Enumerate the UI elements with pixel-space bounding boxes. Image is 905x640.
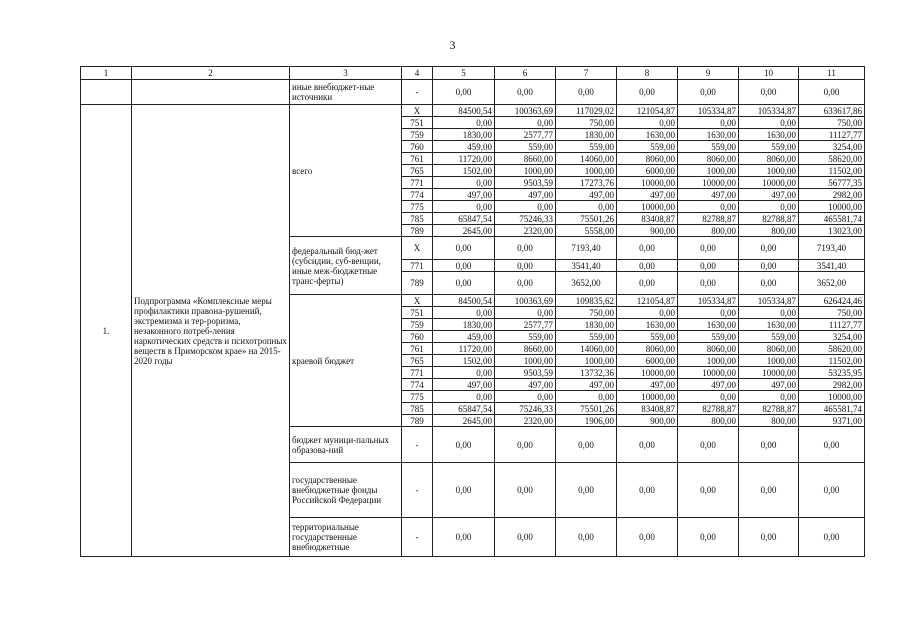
value-cell: 559,00	[617, 141, 678, 153]
value-cell: 1830,00	[556, 129, 617, 141]
value-cell: 1502,00	[433, 355, 495, 367]
value-cell: 8060,00	[739, 343, 799, 355]
value-cell: 1000,00	[556, 165, 617, 177]
code-cell: 771	[402, 367, 433, 379]
value-cell: 1830,00	[433, 129, 495, 141]
value-cell: 800,00	[739, 225, 799, 237]
value-cell: 497,00	[433, 379, 495, 391]
value-cell: 497,00	[556, 189, 617, 201]
value-cell: 17273,76	[556, 177, 617, 189]
value-cell: 13023,00	[799, 225, 865, 237]
value-cell: 2320,00	[495, 415, 556, 427]
code-cell: 760	[402, 331, 433, 343]
header-cell: 11	[799, 67, 865, 80]
value-cell: 0,00	[433, 391, 495, 403]
value-cell: 0,00	[495, 272, 556, 295]
code-cell: 789	[402, 225, 433, 237]
value-cell: 497,00	[617, 189, 678, 201]
value-cell: 0,00	[433, 80, 495, 105]
value-cell: 0,00	[799, 80, 865, 105]
header-cell: 2	[132, 67, 290, 80]
value-cell: 75246,33	[495, 213, 556, 225]
value-cell: 109835,62	[556, 295, 617, 307]
value-cell: 121054,87	[617, 295, 678, 307]
code-cell: 775	[402, 391, 433, 403]
code-cell: 774	[402, 379, 433, 391]
program-number: 1.	[81, 105, 132, 557]
value-cell: 0,00	[556, 518, 617, 557]
value-cell: 459,00	[433, 331, 495, 343]
value-cell: 11720,00	[433, 153, 495, 165]
value-cell: 0,00	[739, 237, 799, 260]
header-cell: 8	[617, 67, 678, 80]
value-cell: 0,00	[678, 427, 739, 463]
value-cell: 0,00	[433, 367, 495, 379]
value-cell: 9503,59	[495, 177, 556, 189]
value-cell: 0,00	[617, 260, 678, 272]
value-cell: 8660,00	[495, 153, 556, 165]
value-cell: 11502,00	[799, 165, 865, 177]
code-cell: 761	[402, 153, 433, 165]
code-cell: X	[402, 105, 433, 117]
value-cell: 559,00	[495, 331, 556, 343]
value-cell: 75246,33	[495, 403, 556, 415]
page-number: 3	[449, 38, 456, 52]
value-cell: 1906,00	[556, 415, 617, 427]
value-cell: 497,00	[739, 189, 799, 201]
value-cell: 0,00	[739, 80, 799, 105]
value-cell: 1830,00	[556, 319, 617, 331]
value-cell: 105334,87	[678, 295, 739, 307]
value-cell: 0,00	[495, 518, 556, 557]
value-cell: 0,00	[495, 117, 556, 129]
code-cell: -	[402, 463, 433, 518]
value-cell: 0,00	[617, 237, 678, 260]
value-cell: 0,00	[433, 237, 495, 260]
value-cell: 105334,87	[678, 105, 739, 117]
value-cell: 65847,54	[433, 403, 495, 415]
value-cell: 2645,00	[433, 225, 495, 237]
value-cell: 2982,00	[799, 379, 865, 391]
value-cell: 0,00	[739, 201, 799, 213]
value-cell: 3254,00	[799, 331, 865, 343]
value-cell: 82788,87	[678, 213, 739, 225]
value-cell: 559,00	[495, 141, 556, 153]
value-cell: 10000,00	[617, 391, 678, 403]
value-cell: 0,00	[678, 463, 739, 518]
code-cell: 761	[402, 343, 433, 355]
value-cell: 0,00	[678, 237, 739, 260]
value-cell: 0,00	[678, 307, 739, 319]
value-cell: 459,00	[433, 141, 495, 153]
value-cell: 0,00	[739, 260, 799, 272]
value-cell: 0,00	[678, 518, 739, 557]
value-cell: 1000,00	[495, 355, 556, 367]
value-cell: 100363,69	[495, 105, 556, 117]
header-cell: 3	[290, 67, 402, 80]
value-cell: 750,00	[556, 117, 617, 129]
code-cell: 751	[402, 307, 433, 319]
value-cell: 82788,87	[739, 403, 799, 415]
value-cell: 8060,00	[678, 343, 739, 355]
value-cell: 800,00	[678, 415, 739, 427]
source-label: бюджет муници-пальных образова-ний	[290, 427, 402, 463]
value-cell: 559,00	[678, 331, 739, 343]
header-cell: 6	[495, 67, 556, 80]
value-cell: 10000,00	[617, 177, 678, 189]
value-cell: 0,00	[739, 463, 799, 518]
value-cell: 559,00	[739, 141, 799, 153]
code-cell: 765	[402, 165, 433, 177]
value-cell: 0,00	[433, 117, 495, 129]
value-cell: 0,00	[617, 518, 678, 557]
table-body	[81, 67, 865, 557]
value-cell: 0,00	[433, 427, 495, 463]
value-cell: 0,00	[739, 391, 799, 403]
value-cell: 14060,00	[556, 343, 617, 355]
value-cell: 0,00	[678, 117, 739, 129]
value-cell: 5558,00	[556, 225, 617, 237]
value-cell: 559,00	[556, 331, 617, 343]
source-label: федеральный бюд-жет (субсидии, суб-венции, иные меж-бюджетные транс-ферты)	[290, 237, 402, 295]
value-cell: 0,00	[433, 260, 495, 272]
code-cell: 785	[402, 213, 433, 225]
value-cell: 465581,74	[799, 403, 865, 415]
value-cell: 0,00	[495, 260, 556, 272]
value-cell: 1000,00	[678, 355, 739, 367]
value-cell: 750,00	[799, 117, 865, 129]
value-cell: 0,00	[495, 201, 556, 213]
value-cell: 800,00	[739, 415, 799, 427]
value-cell: 900,00	[617, 225, 678, 237]
value-cell: 559,00	[617, 331, 678, 343]
value-cell: 0,00	[495, 307, 556, 319]
value-cell: 1000,00	[495, 165, 556, 177]
value-cell: 0,00	[556, 80, 617, 105]
name-cell	[132, 80, 290, 105]
code-cell: 789	[402, 272, 433, 295]
value-cell: 559,00	[678, 141, 739, 153]
value-cell: 1630,00	[739, 129, 799, 141]
value-cell: 497,00	[495, 189, 556, 201]
header-cell: 7	[556, 67, 617, 80]
value-cell: 0,00	[678, 391, 739, 403]
value-cell: 2645,00	[433, 415, 495, 427]
value-cell: 1830,00	[433, 319, 495, 331]
source-label: иные внебюджет-ные источники	[290, 80, 402, 105]
code-cell: 771	[402, 177, 433, 189]
code-cell: 774	[402, 189, 433, 201]
value-cell: 105334,87	[739, 105, 799, 117]
value-cell: 82788,87	[678, 403, 739, 415]
value-cell: 0,00	[617, 80, 678, 105]
value-cell: 100363,69	[495, 295, 556, 307]
value-cell: 0,00	[678, 80, 739, 105]
value-cell: 10000,00	[799, 201, 865, 213]
value-cell: 13732,36	[556, 367, 617, 379]
value-cell: 10000,00	[617, 367, 678, 379]
header-cell: 5	[433, 67, 495, 80]
value-cell: 9503,59	[495, 367, 556, 379]
source-label: краевой бюджет	[290, 295, 402, 427]
value-cell: 1000,00	[739, 355, 799, 367]
source-label: государственные внебюджетные фонды Российской Федерации	[290, 463, 402, 518]
value-cell: 2577,77	[495, 129, 556, 141]
code-cell: X	[402, 237, 433, 260]
value-cell: 0,00	[799, 463, 865, 518]
value-cell: 3652,00	[799, 272, 865, 295]
value-cell: 10000,00	[739, 177, 799, 189]
value-cell: 0,00	[678, 260, 739, 272]
value-cell: 0,00	[495, 427, 556, 463]
header-cell: 9	[678, 67, 739, 80]
value-cell: 750,00	[799, 307, 865, 319]
value-cell: 0,00	[433, 307, 495, 319]
code-cell: -	[402, 518, 433, 557]
value-cell: 3541,40	[799, 260, 865, 272]
value-cell: 10000,00	[739, 367, 799, 379]
value-cell: 0,00	[617, 117, 678, 129]
value-cell: 121054,87	[617, 105, 678, 117]
value-cell: 1630,00	[739, 319, 799, 331]
value-cell: 56777,35	[799, 177, 865, 189]
value-cell: 0,00	[433, 272, 495, 295]
value-cell: 750,00	[556, 307, 617, 319]
value-cell: 3652,00	[556, 272, 617, 295]
value-cell: 10000,00	[678, 177, 739, 189]
value-cell: 0,00	[556, 463, 617, 518]
value-cell: 0,00	[495, 463, 556, 518]
value-cell: 0,00	[433, 177, 495, 189]
value-cell: 3254,00	[799, 141, 865, 153]
value-cell: 11127,77	[799, 129, 865, 141]
value-cell: 0,00	[799, 518, 865, 557]
value-cell: 0,00	[433, 518, 495, 557]
value-cell: 8060,00	[678, 153, 739, 165]
value-cell: 2320,00	[495, 225, 556, 237]
value-cell: 1502,00	[433, 165, 495, 177]
value-cell: 497,00	[495, 379, 556, 391]
value-cell: 82788,87	[739, 213, 799, 225]
code-cell: 759	[402, 129, 433, 141]
value-cell: 105334,87	[739, 295, 799, 307]
value-cell: 0,00	[739, 427, 799, 463]
value-cell: 0,00	[617, 272, 678, 295]
value-cell: 1000,00	[739, 165, 799, 177]
value-cell: 83408,87	[617, 213, 678, 225]
value-cell: 58620,00	[799, 153, 865, 165]
value-cell: 497,00	[678, 379, 739, 391]
value-cell: 117029,02	[556, 105, 617, 117]
value-cell: 559,00	[739, 331, 799, 343]
code-cell: 760	[402, 141, 433, 153]
code-cell: -	[402, 80, 433, 105]
value-cell: 0,00	[433, 463, 495, 518]
value-cell: 84500,54	[433, 295, 495, 307]
value-cell: 1630,00	[678, 319, 739, 331]
value-cell: 497,00	[556, 379, 617, 391]
header-cell: 4	[402, 67, 433, 80]
value-cell: 11720,00	[433, 343, 495, 355]
value-cell: 14060,00	[556, 153, 617, 165]
value-cell: 1630,00	[678, 129, 739, 141]
code-cell: 789	[402, 415, 433, 427]
value-cell: 10000,00	[617, 201, 678, 213]
value-cell: 8660,00	[495, 343, 556, 355]
source-label: всего	[290, 105, 402, 237]
value-cell: 465581,74	[799, 213, 865, 225]
value-cell: 2577,77	[495, 319, 556, 331]
value-cell: 1000,00	[678, 165, 739, 177]
value-cell: 75501,26	[556, 213, 617, 225]
value-cell: 900,00	[617, 415, 678, 427]
value-cell: 0,00	[617, 307, 678, 319]
value-cell: 7193,40	[799, 237, 865, 260]
value-cell: 626424,46	[799, 295, 865, 307]
value-cell: 84500,54	[433, 105, 495, 117]
value-cell: 9371,00	[799, 415, 865, 427]
value-cell: 75501,26	[556, 403, 617, 415]
code-cell: 759	[402, 319, 433, 331]
header-cell: 1	[81, 67, 132, 80]
value-cell: 633617,86	[799, 105, 865, 117]
code-cell: 775	[402, 201, 433, 213]
value-cell: 6000,00	[617, 165, 678, 177]
code-cell: X	[402, 295, 433, 307]
value-cell: 497,00	[739, 379, 799, 391]
value-cell: 497,00	[678, 189, 739, 201]
value-cell: 0,00	[556, 391, 617, 403]
value-cell: 2982,00	[799, 189, 865, 201]
value-cell: 1000,00	[556, 355, 617, 367]
value-cell: 0,00	[617, 463, 678, 518]
code-cell: 751	[402, 117, 433, 129]
value-cell: 1630,00	[617, 129, 678, 141]
value-cell: 0,00	[556, 427, 617, 463]
value-cell: 0,00	[495, 391, 556, 403]
value-cell: 559,00	[556, 141, 617, 153]
value-cell: 0,00	[799, 427, 865, 463]
value-cell: 0,00	[739, 518, 799, 557]
value-cell: 0,00	[617, 427, 678, 463]
value-cell: 497,00	[433, 189, 495, 201]
value-cell: 53235,95	[799, 367, 865, 379]
value-cell: 3541,40	[556, 260, 617, 272]
value-cell: 0,00	[495, 237, 556, 260]
program-name: Подпрограмма «Комплексные меры профилактики правона-рушений, экстремизма и тер-роризма, незаконного потреб-ления наркотических средств и психотропных веществ в Приморском крае» на 2015-2020 годы	[132, 105, 290, 557]
value-cell: 10000,00	[799, 391, 865, 403]
value-cell: 7193,40	[556, 237, 617, 260]
table-row	[81, 105, 865, 117]
value-cell: 8060,00	[617, 343, 678, 355]
code-cell: 765	[402, 355, 433, 367]
table-row	[81, 80, 865, 105]
value-cell: 10000,00	[678, 367, 739, 379]
source-label: территориальные государственные внебюджетные	[290, 518, 402, 557]
value-cell: 0,00	[739, 307, 799, 319]
value-cell: 11127,77	[799, 319, 865, 331]
budget-table	[80, 66, 865, 557]
code-cell: 785	[402, 403, 433, 415]
value-cell: 11502,00	[799, 355, 865, 367]
value-cell: 0,00	[433, 201, 495, 213]
value-cell: 0,00	[739, 272, 799, 295]
value-cell: 497,00	[617, 379, 678, 391]
value-cell: 65847,54	[433, 213, 495, 225]
value-cell: 6000,00	[617, 355, 678, 367]
value-cell: 800,00	[678, 225, 739, 237]
value-cell: 0,00	[678, 201, 739, 213]
value-cell: 83408,87	[617, 403, 678, 415]
value-cell: 0,00	[495, 80, 556, 105]
value-cell: 1630,00	[617, 319, 678, 331]
value-cell: 0,00	[739, 117, 799, 129]
value-cell: 8060,00	[739, 153, 799, 165]
value-cell: 0,00	[556, 201, 617, 213]
value-cell: 8060,00	[617, 153, 678, 165]
value-cell: 58620,00	[799, 343, 865, 355]
code-cell: 771	[402, 260, 433, 272]
value-cell: 0,00	[678, 272, 739, 295]
code-cell: -	[402, 427, 433, 463]
header-cell: 10	[739, 67, 799, 80]
num-cell	[81, 80, 132, 105]
header-row	[81, 67, 865, 80]
